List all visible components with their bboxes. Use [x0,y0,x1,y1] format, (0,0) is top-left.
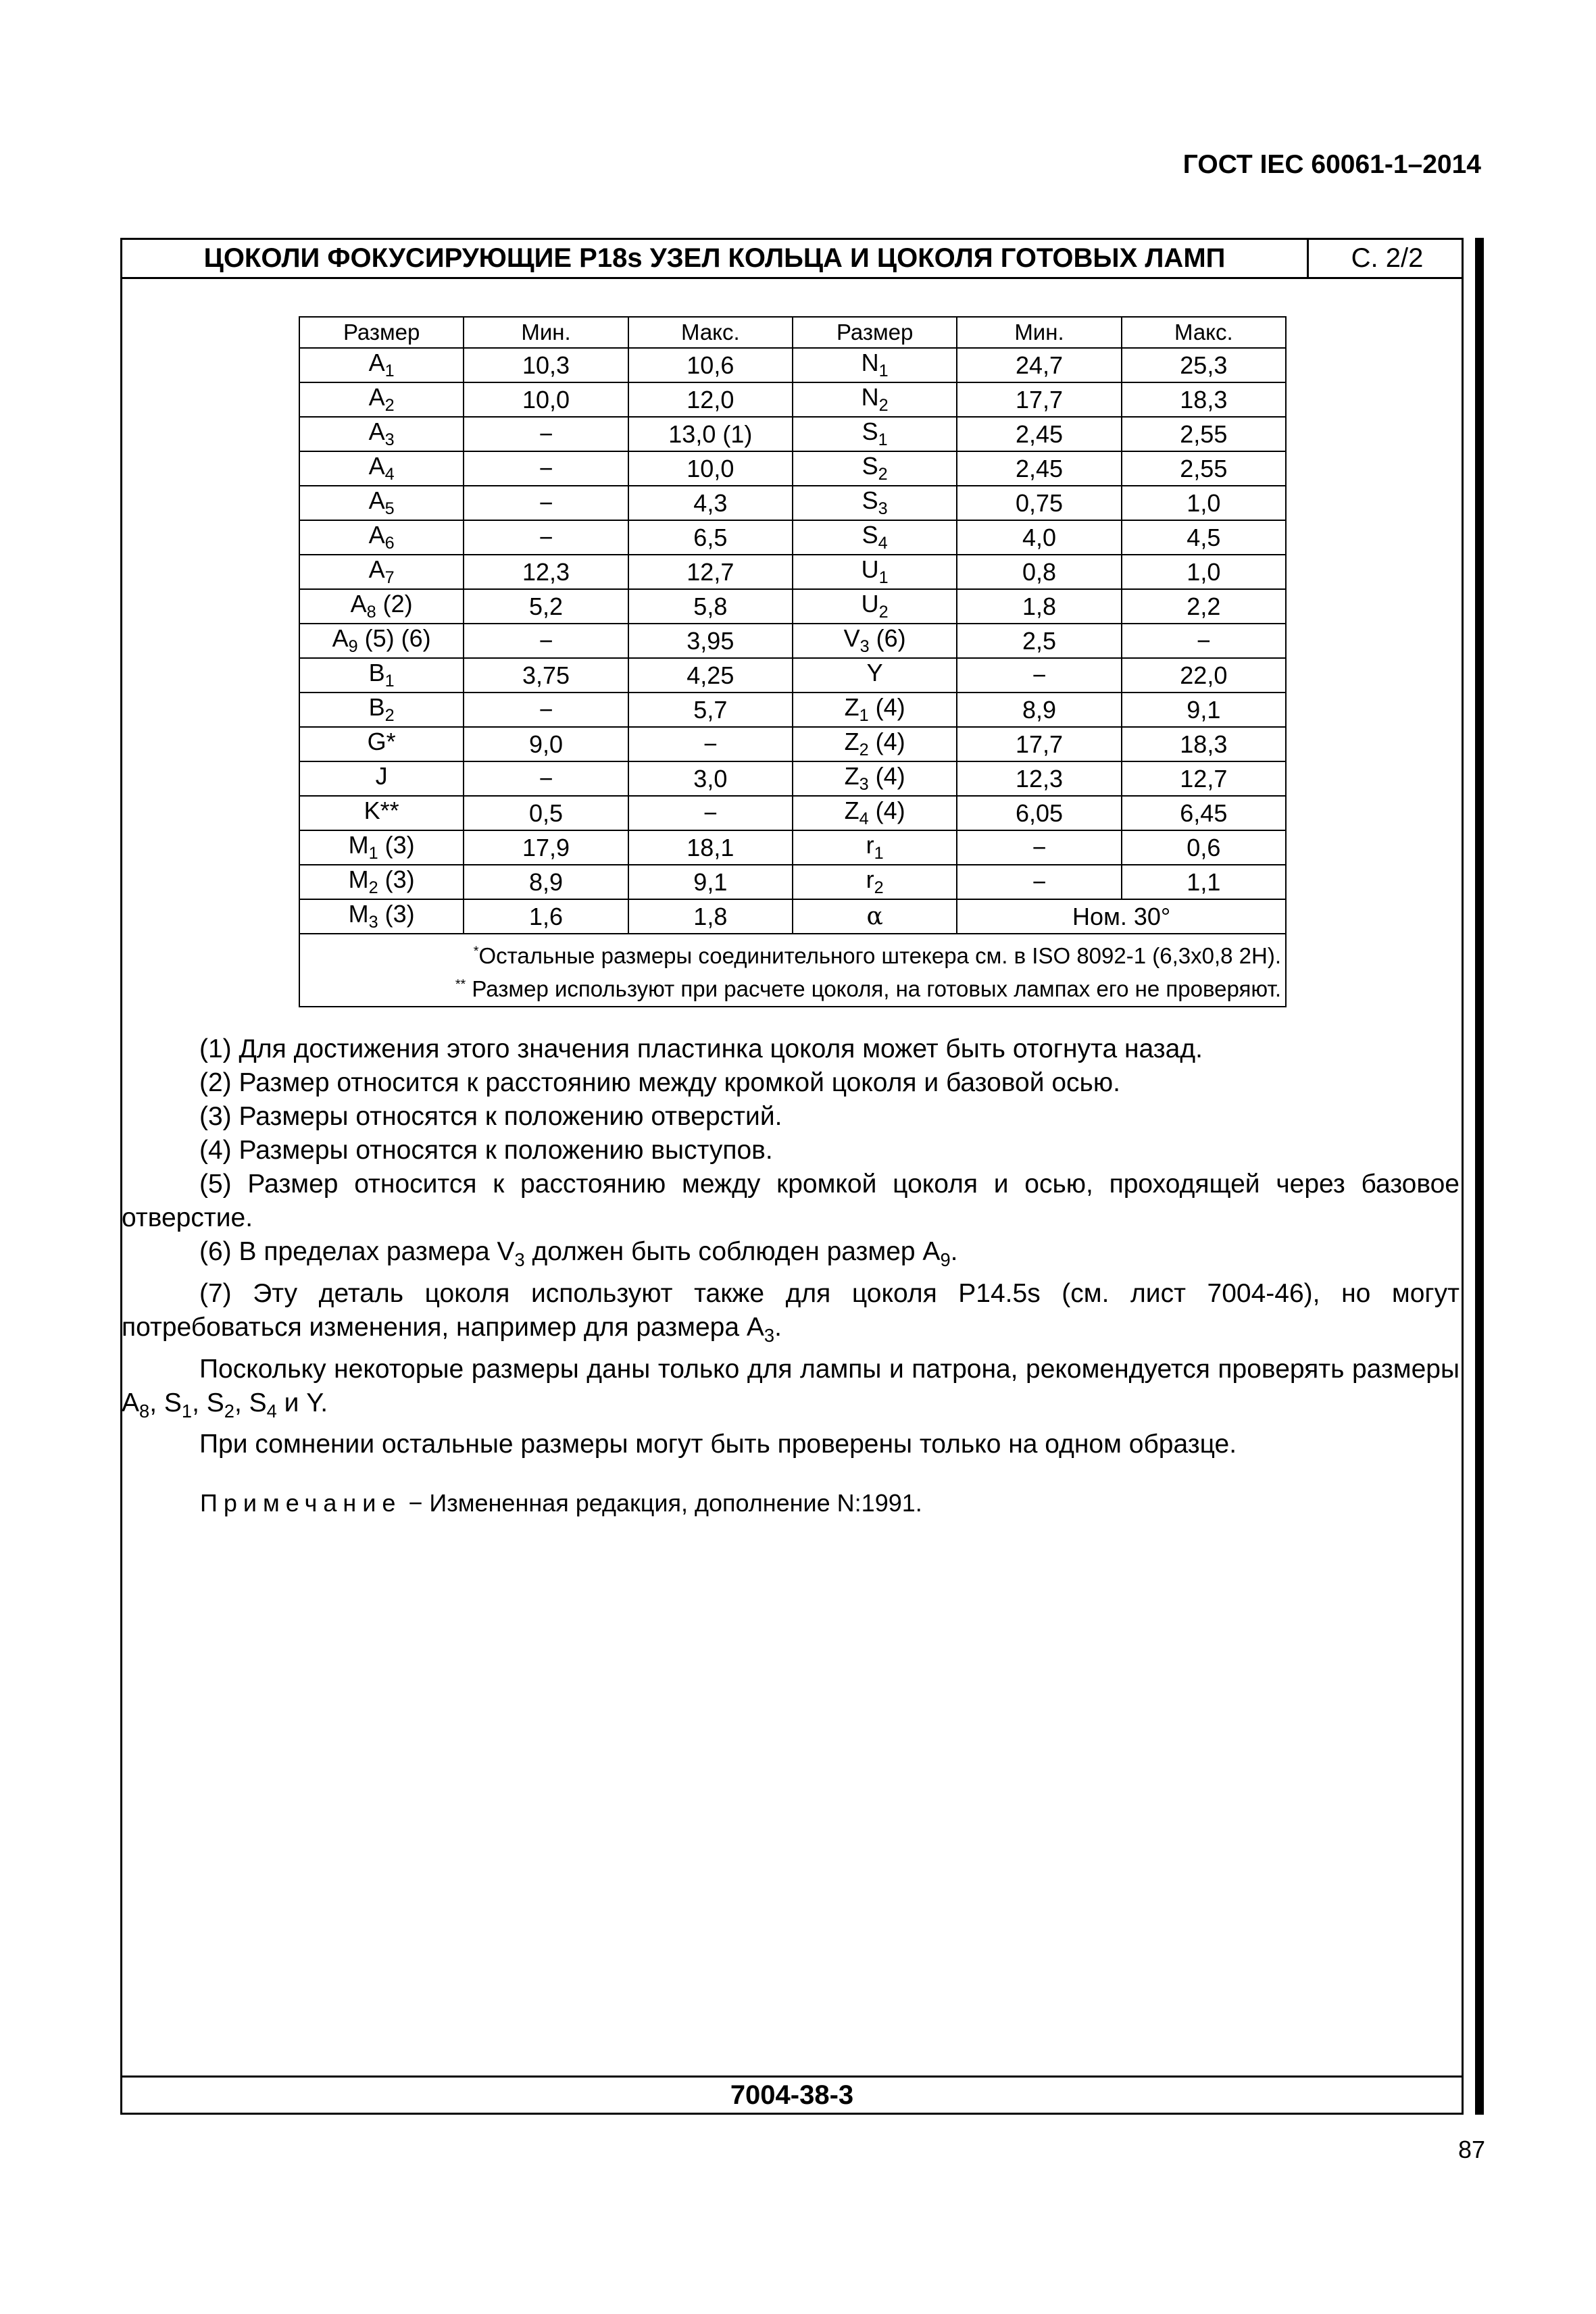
max-cell: − [1122,624,1286,658]
dimension-subscript: 2 [878,396,889,416]
max-cell: 2,2 [1122,589,1286,624]
max-cell: 12,7 [1122,761,1286,796]
header-cell: Макс. [628,317,793,348]
dimension-subscript: 2 [878,603,889,622]
dimension-subscript: 1 [368,844,378,863]
table-row [299,865,1286,899]
min-cell: 1,6 [464,899,628,934]
dimension-subscript: 3 [384,430,395,450]
dimension-cell [299,520,464,555]
header-cell: Размер [299,317,464,348]
footnote-6-sub: 9 [940,1249,951,1270]
dimension-letter: r [866,831,874,859]
max-cell: 4,3 [628,486,793,520]
dimension-letter: N [861,383,879,411]
dimension-cell [793,417,957,451]
max-cell: 12,7 [628,555,793,589]
dimension-letter: Y [866,659,883,687]
min-cell: 1,8 [957,589,1121,624]
dimension-letter: M [348,865,369,894]
dimension-subscript: 2 [859,740,869,760]
max-cell: 4,5 [1122,520,1286,555]
footnote-7-text: . [774,1312,782,1342]
dimension-suffix: (5) (6) [357,624,431,653]
dimension-cell [299,865,464,899]
dimension-subscript: 5 [384,499,395,519]
min-cell: 10,0 [464,382,628,417]
dimension-cell [793,486,957,520]
min-cell: 17,7 [957,382,1121,417]
footnote-6-text: должен быть соблюден размер A [524,1237,941,1266]
min-cell: 2,45 [957,451,1121,486]
dimension-cell [793,796,957,830]
dimension-suffix: (4) [868,797,905,825]
dimension-subscript: 2 [874,878,884,898]
dimension-letter: B [368,693,385,722]
max-cell: 6,45 [1122,796,1286,830]
footnote-7 [122,1277,1460,1353]
dimension-subscript: 6 [384,534,395,553]
dimension-suffix: (3) [378,831,415,859]
dimension-subscript: 3 [368,913,378,932]
dimension-subscript: 4 [878,534,888,553]
dimension-letter: S [862,418,878,446]
footnote-8-sub: 2 [224,1400,234,1422]
table-row [299,589,1286,624]
dimensions-table [299,316,1287,1007]
dimension-subscript: 3 [859,637,870,657]
dimension-letter: A [332,624,349,653]
dimension-subscript: 7 [384,568,395,588]
note-label: Примечание [200,1489,402,1517]
footnote-9: При сомнении остальные размеры могут быть проверены только на одном образце. [199,1430,1237,1459]
sheet-title: ЦОКОЛИ ФОКУСИРУЮЩИЕ P18s УЗЕЛ КОЛЬЦА И ЦОКОЛЯ ГОТОВЫХ ЛАМП [203,243,1226,273]
min-cell: 2,45 [957,417,1121,451]
table-row [299,796,1286,830]
max-cell: 3,0 [628,761,793,796]
dimension-cell [299,658,464,693]
dimension-subscript: 3 [859,775,869,795]
dimension-letter: M [348,831,369,859]
table-notes [299,934,1286,1007]
dimension-letter: N [861,349,879,377]
dimension-letter: U [861,555,879,584]
min-cell: − [957,658,1121,693]
dimension-cell [299,624,464,658]
dimension-cell [793,555,957,589]
footer-row [122,2076,1462,2113]
dimension-suffix: (3) [378,900,415,928]
max-cell: 18,1 [628,830,793,865]
min-cell: 4,0 [957,520,1121,555]
dimension-suffix: (3) [378,865,415,894]
footnote-5: (5) Размер относится к расстоянию между кромкой цоколя и осью, проходящей через базовое отверстие. [122,1169,1460,1232]
header-cell: Макс. [1122,317,1286,348]
dimension-letter: r [866,865,874,894]
dimension-letter: Z [844,762,859,790]
max-cell: 25,3 [1122,348,1286,382]
nominal-cell: Ном. 30° [957,899,1286,934]
footnote-7-text: (7) Эту деталь цоколя используют также для цоколя P14.5s (см. лист 7004-46), но могут потребоваться изменения, например для размера A [122,1278,1460,1342]
note [200,1489,922,1517]
max-cell: 5,8 [628,589,793,624]
min-cell: − [957,830,1121,865]
header-cell: Мин. [464,317,628,348]
max-cell: 3,95 [628,624,793,658]
title-row [122,240,1462,279]
dimension-letter: G* [367,728,396,756]
dimension-subscript: 1 [859,706,869,726]
table-row [299,382,1286,417]
footnote-8-text: , S [149,1388,182,1417]
max-cell: 2,55 [1122,451,1286,486]
document-code: ГОСТ IEC 60061-1–2014 [1182,150,1481,179]
header-cell: Мин. [957,317,1121,348]
frame-right-bar [1475,238,1484,2115]
footnote-4: (4) Размеры относятся к положению выступов. [199,1136,773,1165]
dimension-cell [299,486,464,520]
footnotes [122,1032,1460,1461]
dimension-subscript: 1 [878,361,889,381]
table-row [299,451,1286,486]
page-number: 87 [1457,2136,1485,2163]
min-cell: 12,3 [957,761,1121,796]
min-cell: 10,3 [464,348,628,382]
max-cell: 10,6 [628,348,793,382]
min-cell: − [957,865,1121,899]
table-row [299,693,1286,727]
dimension-suffix: (4) [868,728,905,756]
dimension-suffix: (4) [868,762,905,790]
dimension-subscript: 1 [878,430,888,450]
max-cell: 6,5 [628,520,793,555]
max-cell: 1,0 [1122,555,1286,589]
min-cell: − [464,693,628,727]
min-cell: 6,05 [957,796,1121,830]
table-notes-row [299,934,1286,1007]
dimension-cell [793,830,957,865]
footnote-8-text: Поскольку некоторые размеры даны только для лампы и патрона, рекомендуется проверять размеры A [122,1354,1460,1417]
dimension-letter: V [843,624,860,653]
max-cell: 1,8 [628,899,793,934]
note-star-mark: * [473,944,479,959]
min-cell: − [464,520,628,555]
dimension-letter: S [862,486,878,515]
dimension-cell [793,348,957,382]
max-cell: − [628,727,793,761]
max-cell: 2,55 [1122,417,1286,451]
dimension-cell [299,899,464,934]
min-cell: 0,75 [957,486,1121,520]
dimension-letter: A [368,418,385,446]
note-text: − Измененная редакция, дополнение N:1991. [401,1489,922,1517]
max-cell: 9,1 [1122,693,1286,727]
dimension-subscript: 2 [384,396,395,416]
sheet-footer-code: 7004-38-3 [730,2080,854,2110]
min-cell: − [464,624,628,658]
table-row [299,830,1286,865]
dimension-letter: S [862,521,878,549]
dimension-subscript: 3 [878,499,888,519]
dimension-cell [793,865,957,899]
note-double-star-text: Размер используют при расчете цоколя, на готовых лампах его не проверяют. [466,976,1281,1001]
footnote-8-sub: 4 [266,1400,277,1422]
min-cell: 5,2 [464,589,628,624]
max-cell: 13,0 (1) [628,417,793,451]
dimension-letter: Z [844,693,859,722]
table-row [299,727,1286,761]
dimension-cell [793,382,957,417]
dimension-suffix: (4) [868,693,905,722]
note-star [304,937,1281,970]
dimension-cell [793,451,957,486]
dimension-letter: A [368,486,385,515]
dimension-subscript: 2 [384,706,395,726]
dimension-cell [299,830,464,865]
min-cell: 2,5 [957,624,1121,658]
dimension-letter: B [368,659,385,687]
dimension-cell [299,382,464,417]
dimension-cell [299,761,464,796]
max-cell: 10,0 [628,451,793,486]
dimension-cell [299,417,464,451]
dimension-subscript: 2 [878,465,888,484]
dimension-cell [299,727,464,761]
table-row [299,761,1286,796]
dimension-cell [299,796,464,830]
dimension-cell [793,761,957,796]
min-cell: 24,7 [957,348,1121,382]
min-cell: − [464,486,628,520]
footnote-2: (2) Размер относится к расстоянию между кромкой цоколя и базовой осью. [199,1068,1120,1097]
max-cell: 18,3 [1122,382,1286,417]
footnote-6-sub: 3 [514,1249,525,1270]
header-cell: Размер [793,317,957,348]
footnote-8-text: , S [234,1388,267,1417]
max-cell: 22,0 [1122,658,1286,693]
footnote-6 [122,1235,1460,1277]
dimension-cell [299,348,464,382]
footnote-6-text: (6) В пределах размера V [199,1237,515,1266]
min-cell: 9,0 [464,727,628,761]
dimension-cell: α [793,899,957,934]
dimension-letter: S [862,452,878,480]
dimension-subscript: 2 [368,878,378,898]
min-cell: 0,5 [464,796,628,830]
table-row [299,555,1286,589]
dimension-cell [793,693,957,727]
max-cell: 12,0 [628,382,793,417]
table-header-row [299,317,1286,348]
footnote-1: (1) Для достижения этого значения пластинка цоколя может быть отогнута назад. [199,1034,1203,1063]
min-cell: 12,3 [464,555,628,589]
table-row [299,486,1286,520]
dimension-cell [299,555,464,589]
dimension-subscript: 1 [384,672,395,691]
min-cell: − [464,417,628,451]
dimension-letter: K** [364,797,399,825]
note-star-text: Остальные размеры соединительного штекера см. в ISO 8092-1 (6,3x0,8 2H). [478,943,1281,968]
max-cell: 18,3 [1122,727,1286,761]
dimension-letter: A [350,590,367,618]
min-cell: 0,8 [957,555,1121,589]
dimension-letter: A [368,349,385,377]
dimension-suffix: (6) [869,624,906,653]
max-cell: 9,1 [628,865,793,899]
min-cell: − [464,761,628,796]
dimension-subscript: 1 [384,361,395,381]
footnote-3: (3) Размеры относятся к положению отверстий. [199,1102,782,1131]
dimension-letter: U [861,590,879,618]
min-cell: 17,7 [957,727,1121,761]
sheet-page-label: С. 2/2 [1307,240,1466,277]
min-cell: − [464,451,628,486]
dimension-letter: J [375,762,388,790]
dimension-letter: A [368,555,385,584]
max-cell: − [628,796,793,830]
dimension-cell [793,624,957,658]
dimension-subscript: 4 [384,465,395,484]
min-cell: 17,9 [464,830,628,865]
dimension-subscript: 9 [348,637,358,657]
dimension-cell [299,589,464,624]
dimension-letter: A [368,521,385,549]
dimension-subscript: 1 [878,568,889,588]
dimension-subscript: 4 [859,809,869,829]
table-row [299,899,1286,934]
table-row [299,348,1286,382]
dimension-letter: Z [844,728,859,756]
table-body [299,348,1286,1007]
dimension-cell [793,589,957,624]
table-row [299,520,1286,555]
footnote-6-text: . [950,1237,958,1266]
dimension-subscript: 1 [874,844,884,863]
dimension-subscript: 8 [366,603,376,622]
dimension-letter: A [368,452,385,480]
min-cell: 8,9 [464,865,628,899]
max-cell: 4,25 [628,658,793,693]
min-cell: 8,9 [957,693,1121,727]
footnote-7-sub: 3 [764,1324,775,1346]
dimension-suffix: (2) [376,590,413,618]
max-cell: 1,0 [1122,486,1286,520]
dimension-cell [793,520,957,555]
footnote-8-sub: 8 [139,1400,150,1422]
min-cell: 3,75 [464,658,628,693]
dimension-letter: M [348,900,369,928]
table-row [299,417,1286,451]
footnote-8-sub: 1 [181,1400,193,1422]
footnote-8-text: и Y. [276,1388,328,1417]
dimension-cell [793,658,957,693]
max-cell: 1,1 [1122,865,1286,899]
max-cell: 5,7 [628,693,793,727]
footnote-8 [122,1353,1460,1428]
dimension-letter: Z [844,797,859,825]
table-row [299,624,1286,658]
dimension-cell [299,451,464,486]
max-cell: 0,6 [1122,830,1286,865]
note-double-star-mark: ** [455,977,466,992]
footnote-8-text: , S [192,1388,224,1417]
note-double-star [304,970,1281,1003]
dimension-letter: A [368,383,385,411]
dimension-cell [793,727,957,761]
dimension-cell [299,693,464,727]
table-row [299,658,1286,693]
